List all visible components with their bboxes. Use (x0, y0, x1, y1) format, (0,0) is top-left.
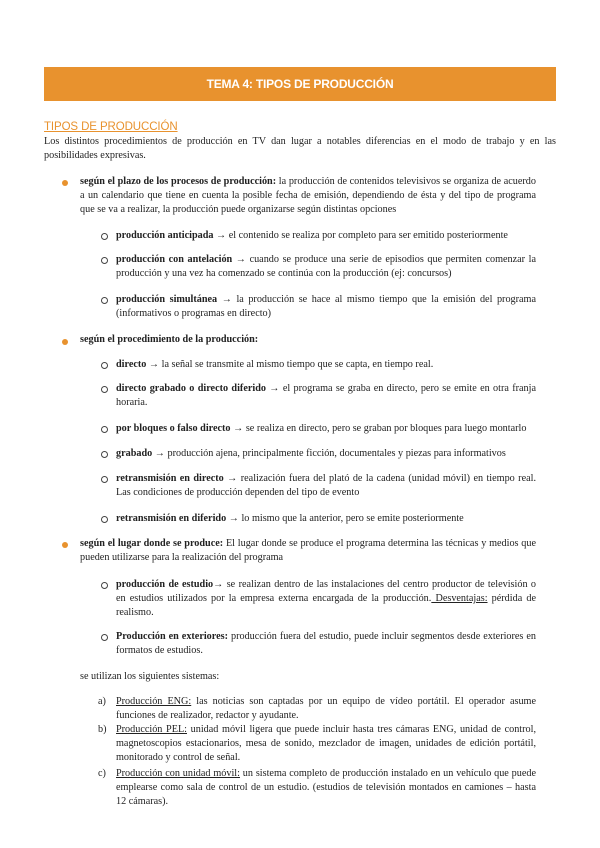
list-item: Producción ENG: las noticias son captadas por un equipo de vídeo portátil. El operador asume funciones de realizador, redactor y ayudante. (116, 696, 536, 721)
circle-bullet-icon (101, 297, 108, 304)
bullet-icon (62, 180, 68, 186)
list-item: retransmisión en directo → realización fuera del plató de la cadena (unidad móvil) en tiempo real. Las condiciones de producción dependen del tipo de evento (116, 473, 536, 498)
list-item: producción simultánea → la producción se hace al mismo tiempo que la emisión del programa (informativos o programas en directo) (116, 294, 536, 319)
list-marker: b) (98, 724, 107, 735)
circle-bullet-icon (101, 634, 108, 641)
list-item: producción de estudio→ se realizan dentro de las instalaciones del centro productor de televisión o en estudios utilizados por la empresa externa encargada de la producción. Desventajas: pérdida de realismo. (116, 579, 537, 618)
intro-paragraph: Los distintos procedimientos de producción en TV dan lugar a notables diferencias en el modo de trabajo y en las posibilidades expresivas. (44, 136, 556, 161)
section-heading: TIPOS DE PRODUCCIÓN (44, 121, 178, 133)
circle-bullet-icon (101, 426, 108, 433)
circle-bullet-icon (101, 516, 108, 523)
list-item: grabado → producción ajena, principalmente ficción, documentales y piezas para informativos (116, 448, 506, 459)
systems-intro: se utilizan los siguientes sistemas: (80, 671, 220, 682)
circle-bullet-icon (101, 582, 108, 589)
circle-bullet-icon (101, 386, 108, 393)
list-item: retransmisión en diferido → lo mismo que la anterior, pero se emite posteriormente (116, 513, 464, 524)
list-item: producción anticipada → el contenido se realiza por completo para ser emitido posteriormente (116, 230, 508, 241)
list-item: Producción en exteriores: producción fuera del estudio, puede incluir segmentos desde exteriores en formatos de estudios. (116, 631, 537, 656)
circle-bullet-icon (101, 257, 108, 264)
circle-bullet-icon (101, 451, 108, 458)
circle-bullet-icon (101, 476, 108, 483)
bullet-icon (62, 339, 68, 345)
list-marker: a) (98, 696, 106, 707)
circle-bullet-icon (101, 233, 108, 240)
list-item: Producción PEL: unidad móvil ligera que puede incluir hasta tres cámaras ENG, unidad de control, magnetoscopios estacionarios, mesa de sonido, mezclador de imagen, unidades de edición portátil, monitorado y control de señal. (116, 724, 537, 763)
title-banner (44, 67, 556, 101)
bullet-procedimiento: según el procedimiento de la producción: (80, 334, 259, 345)
list-item: directo grabado o directo diferido → el programa se graba en directo, pero se emite en otra franja horaria. (116, 383, 536, 408)
bullet-plazo: según el plazo de los procesos de producción: la producción de contenidos televisivos se organiza de acuerdo a un calendario que tiene en cuenta la posible fecha de emisión, dependiendo de ésta y del tipo de programa que se va a realizar, la producción puede organizarse según distintas opciones (80, 176, 536, 215)
list-item: directo → la señal se transmite al mismo tiempo que se capta, en tiempo real. (116, 359, 434, 370)
page-title: TEMA 4: TIPOS DE PRODUCCIÓN (206, 77, 394, 91)
bullet-icon (62, 542, 68, 548)
list-marker: c) (98, 768, 106, 779)
circle-bullet-icon (101, 362, 108, 369)
list-item: por bloques o falso directo → se realiza en directo, pero se graban por bloques para luego montarlo (116, 423, 527, 434)
bullet-lugar: según el lugar donde se produce: El lugar donde se produce el programa determina las técnicas y medios que pueden utilizarse para la realización del programa (80, 538, 537, 563)
list-item: Producción con unidad móvil: un sistema completo de producción instalado en un vehículo que puede emplearse como sala de control de un estudio. (estudios de televisión montados en camiones – hasta 12 cámaras). (116, 768, 536, 807)
list-item: producción con antelación → cuando se produce una serie de episodios que permiten comenzar la producción y una vez ha comenzado se continúa con la producción (ej: concursos) (116, 254, 536, 279)
